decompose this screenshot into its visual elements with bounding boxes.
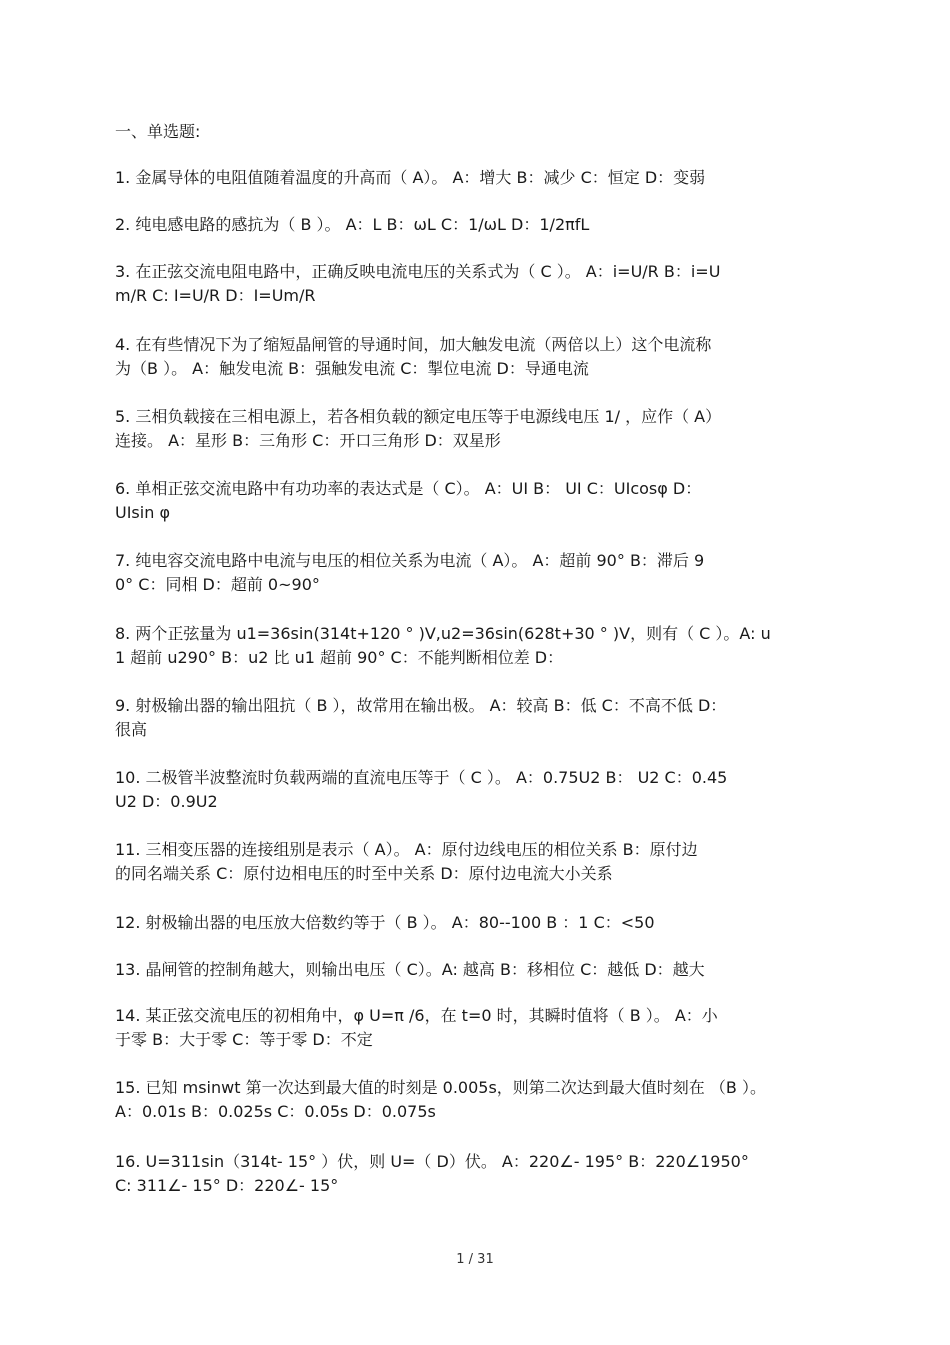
question-line: 9. 射极输出器的输出阻抗（ B ），故常用在输出极。 A：较高 B：低 C：不高不低 D： bbox=[115, 696, 727, 715]
question-item bbox=[115, 477, 837, 525]
question-line: 12. 射极输出器的电压放大倍数约等于（ B ）。 A：80--100 B ：1 C：<50 bbox=[115, 913, 655, 932]
question-line: 4. 在有些情况下为了缩短晶闸管的导通时间，加大触发电流（两倍以上）这个电流称 bbox=[115, 335, 712, 354]
question-item bbox=[115, 166, 837, 190]
question-line: 的同名端关系 C：原付边相电压的时至中关系 D：原付边电流大小关系 bbox=[115, 864, 613, 883]
question-item bbox=[115, 766, 837, 814]
question-item bbox=[115, 622, 837, 670]
question-line: 6. 单相正弦交流电路中有功功率的表达式是（ C）。 A：UI B： UI C：UIcosφ D： bbox=[115, 479, 702, 498]
question-line: 0° C：同相 D：超前 0~90° bbox=[115, 575, 320, 594]
question-line: 3. 在正弦交流电阻电路中，正确反映电流电压的关系式为（ C ）。 A：i=U/R B：i=U bbox=[115, 262, 721, 281]
question-line: 1. 金属导体的电阻值随着温度的升高而（ A）。 A：增大 B：减少 C：恒定 D：变弱 bbox=[115, 168, 706, 187]
question-item bbox=[115, 1004, 837, 1052]
question-line: 很高 bbox=[115, 720, 148, 739]
question-line: U2 D：0.9U2 bbox=[115, 792, 218, 811]
question-line: 于零 B：大于零 C：等于零 D：不定 bbox=[115, 1030, 373, 1049]
question-line: A：0.01s B：0.025s C：0.05s D：0.075s bbox=[115, 1102, 436, 1121]
question-line: 2. 纯电感电路的感抗为（ B ）。 A：L B：ωL C：1/ωL D：1/2πfL bbox=[115, 215, 590, 234]
question-item bbox=[115, 333, 837, 381]
question-item bbox=[115, 213, 837, 237]
question-line: 16. U=311sin（314t- 15° ）伏，则 U=（ D）伏。 A：220∠- 195° B：220∠1950° bbox=[115, 1152, 749, 1171]
question-item bbox=[115, 1076, 837, 1124]
question-line: 1 超前 u290° B：u2 比 u1 超前 90° C：不能判断相位差 D： bbox=[115, 648, 564, 667]
question-line: 10. 二极管半波整流时负载两端的直流电压等于（ C ）。 A：0.75U2 B： U2 C：0.45 bbox=[115, 768, 728, 787]
question-line: 15. 已知 msinwt 第一次达到最大值的时刻是 0.005s，则第二次达到最大值时刻在 （B ）。 bbox=[115, 1078, 766, 1097]
question-item bbox=[115, 911, 837, 935]
question-line: 5. 三相负载接在三相电源上，若各相负载的额定电压等于电源线电压 1/ ，应作（ A） bbox=[115, 407, 722, 426]
question-item bbox=[115, 260, 837, 308]
question-item bbox=[115, 694, 837, 742]
question-item bbox=[115, 838, 837, 886]
question-item bbox=[115, 549, 837, 597]
question-item bbox=[115, 958, 837, 982]
question-item bbox=[115, 405, 837, 453]
question-line: 7. 纯电容交流电路中电流与电压的相位关系为电流（ A）。 A：超前 90° B：滞后 9 bbox=[115, 551, 705, 570]
question-line: C: 311∠- 15° D：220∠- 15° bbox=[115, 1176, 339, 1195]
question-line: UIsin φ bbox=[115, 503, 170, 522]
question-line: 为（B ）。 A：触发电流 B：强触发电流 C：掣位电流 D：导通电流 bbox=[115, 359, 589, 378]
question-line: 8. 两个正弦量为 u1=36sin(314t+120 ° )V,u2=36sin(628t+30 ° )V，则有（ C ）。A: u bbox=[115, 624, 771, 643]
question-line: 14. 某正弦交流电压的初相角中，φ U=π /6，在 t=0 时，其瞬时值将（ B ）。 A：小 bbox=[115, 1006, 718, 1025]
question-line: 11. 三相变压器的连接组别是表示（ A）。 A：原付边线电压的相位关系 B：原付边 bbox=[115, 840, 698, 859]
page-indicator: 1 / 31 bbox=[456, 1252, 494, 1267]
question-item bbox=[115, 1150, 837, 1198]
section-heading: 一、单选题: bbox=[115, 122, 201, 141]
question-line: m/R C: I=U/R D：I=Um/R bbox=[115, 286, 316, 305]
question-line: 13. 晶闸管的控制角越大，则输出电压（ C）。A: 越高 B：移相位 C：越低 D：越大 bbox=[115, 960, 705, 979]
question-line: 连接。 A：星形 B：三角形 C：开口三角形 D：双星形 bbox=[115, 431, 501, 450]
